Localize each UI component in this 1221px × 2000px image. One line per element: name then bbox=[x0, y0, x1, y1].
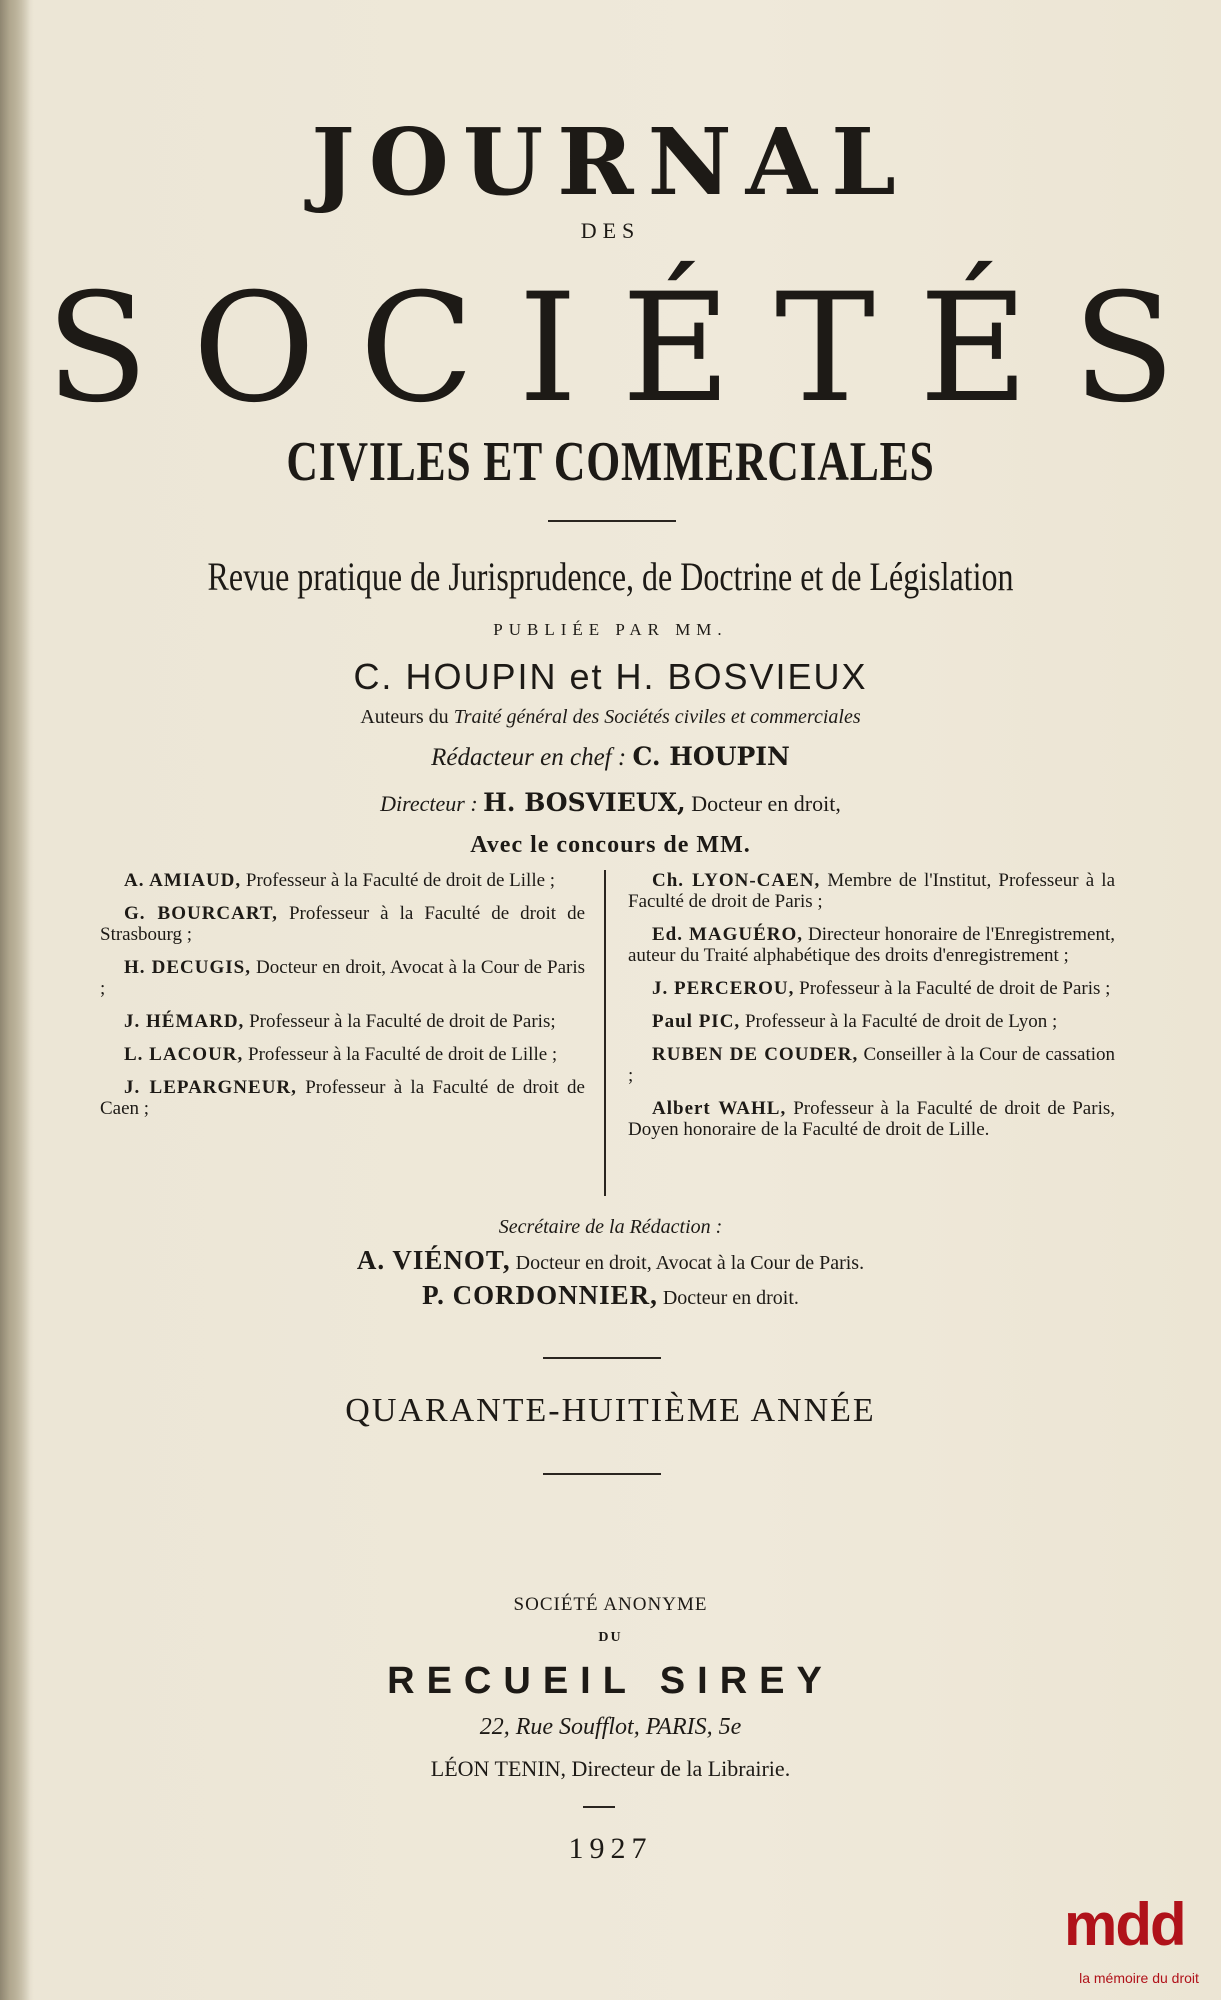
contributor-desc: Professeur à la Faculté de droit de Paris; bbox=[249, 1011, 556, 1032]
authors-credit bbox=[0, 706, 1221, 729]
directeur-title: Docteur en droit, bbox=[691, 791, 841, 816]
contributor-entry bbox=[100, 1077, 585, 1119]
secretary-desc: Docteur en droit. bbox=[662, 1287, 799, 1309]
directeur-name: H. BOSVIEUX, bbox=[483, 788, 686, 817]
divider-rule bbox=[548, 520, 676, 522]
publisher-address: 22, Rue Soufflot, PARIS, 5e bbox=[479, 1714, 742, 1740]
contributor-entry bbox=[628, 1044, 1115, 1086]
secretary-line bbox=[0, 1280, 1221, 1311]
publiee-label: PUBLIÉE PAR MM. bbox=[493, 620, 728, 639]
publisher-societe: SOCIÉTÉ ANONYME bbox=[513, 1594, 708, 1615]
journal-title-civiles: CIVILES ET COMMERCIALES bbox=[286, 431, 935, 493]
redacteur-label: Rédacteur en chef : bbox=[431, 744, 627, 771]
contributor-name: Albert WAHL, bbox=[652, 1098, 787, 1119]
contributor-desc: Professeur à la Faculté de droit de Strasbourg ; bbox=[100, 903, 585, 945]
contributor-entry bbox=[100, 903, 585, 945]
contributor-desc: Professeur à la Faculté de droit de Paris, Doyen honoraire de la Faculté de droit de Lille. bbox=[628, 1098, 1115, 1140]
journal-subtitle: Revue pratique de Jurisprudence, de Doctrine et de Législation bbox=[207, 554, 1014, 599]
column-divider bbox=[604, 870, 606, 1196]
journal-title-des: DES bbox=[580, 218, 641, 243]
redacteur-line bbox=[0, 742, 1221, 772]
contributor-name: G. BOURCART, bbox=[124, 903, 278, 924]
contributor-entry bbox=[100, 1044, 585, 1065]
contributor-name: J. HÉMARD, bbox=[124, 1011, 245, 1032]
journal-title-societes: SOCIÉTÉS bbox=[45, 262, 1220, 436]
contributor-desc: Professeur à la Faculté de droit de Lille ; bbox=[245, 870, 556, 891]
contributor-name: Paul PIC, bbox=[652, 1011, 741, 1032]
contributor-entry bbox=[100, 870, 585, 891]
secretary-name: A. VIÉNOT, bbox=[356, 1245, 511, 1275]
directeur-line bbox=[0, 788, 1221, 817]
contributor-entry bbox=[628, 1011, 1115, 1032]
contributor-desc: Docteur en droit, Avocat à la Cour de Paris ; bbox=[100, 957, 586, 999]
contributors-left-column bbox=[100, 870, 585, 1131]
secretary-name: P. CORDONNIER, bbox=[422, 1280, 658, 1310]
contributor-name: L. LACOUR, bbox=[124, 1044, 244, 1065]
contributors-right-column bbox=[628, 870, 1115, 1152]
divider-rule bbox=[583, 1806, 615, 1808]
redacteur-name: C. HOUPIN bbox=[632, 742, 790, 771]
contributor-name: J. LEPARGNEUR, bbox=[124, 1077, 297, 1098]
logo-mark: mdd bbox=[1064, 1891, 1185, 1958]
contributor-desc: Directeur honoraire de l'Enregistrement, auteur du Traité alphabétique des droits d'enregistrement ; bbox=[628, 924, 1115, 966]
publication-year: 1927 bbox=[568, 1832, 653, 1865]
annee-line: QUARANTE-HUITIÈME ANNÉE bbox=[345, 1392, 876, 1429]
contributor-desc: Conseiller à la Cour de cassation ; bbox=[628, 1044, 1116, 1086]
divider-rule bbox=[543, 1473, 661, 1475]
directeur-label: Directeur : bbox=[380, 791, 478, 816]
contributor-name: Ed. MAGUÉRO, bbox=[652, 924, 804, 945]
concours-line: Avec le concours de MM. bbox=[470, 832, 751, 858]
contributor-entry bbox=[628, 1098, 1115, 1140]
contributor-entry bbox=[628, 870, 1115, 912]
contributor-name: A. AMIAUD, bbox=[124, 870, 242, 891]
contributor-entry bbox=[100, 1011, 585, 1032]
contributor-desc: Membre de l'Institut, Professeur à la Faculté de droit de Paris ; bbox=[628, 870, 1116, 912]
contributor-name: J. PERCEROU, bbox=[652, 978, 795, 999]
contributor-entry bbox=[628, 924, 1115, 966]
contributor-desc: Professeur à la Faculté de droit de Caen ; bbox=[100, 1077, 585, 1119]
contributor-entry bbox=[628, 978, 1115, 999]
logo-tagline: la mémoire du droit bbox=[1079, 1970, 1199, 1986]
journal-title: JOURNAL bbox=[311, 108, 910, 216]
contributor-name: H. DECUGIS, bbox=[124, 957, 251, 978]
publisher-director: LÉON TENIN, Directeur de la Librairie. bbox=[430, 1756, 791, 1781]
secretary-line bbox=[0, 1245, 1221, 1276]
authors-credit-prefix: Auteurs du bbox=[360, 706, 454, 728]
secretaire-label: Secrétaire de la Rédaction : bbox=[498, 1216, 723, 1238]
authors-credit-work: Traité général des Sociétés civiles et commerciales bbox=[453, 706, 861, 728]
contributor-desc: Professeur à la Faculté de droit de Lille ; bbox=[248, 1044, 558, 1065]
publisher-name: RECUEIL SIREY bbox=[387, 1660, 834, 1702]
contributor-name: Ch. LYON-CAEN, bbox=[652, 870, 821, 891]
mdd-logo bbox=[1064, 1890, 1214, 1994]
contributor-desc: Professeur à la Faculté de droit de Paris ; bbox=[799, 978, 1111, 999]
contributor-desc: Professeur à la Faculté de droit de Lyon ; bbox=[744, 1011, 1058, 1032]
contributor-name: RUBEN DE COUDER, bbox=[652, 1044, 859, 1065]
publisher-du: DU bbox=[598, 1630, 623, 1645]
contributor-entry bbox=[100, 957, 585, 999]
authors-line: C. HOUPIN et H. BOSVIEUX bbox=[353, 656, 868, 697]
secretary-desc: Docteur en droit, Avocat à la Cour de Paris. bbox=[515, 1252, 865, 1274]
divider-rule bbox=[543, 1357, 661, 1359]
